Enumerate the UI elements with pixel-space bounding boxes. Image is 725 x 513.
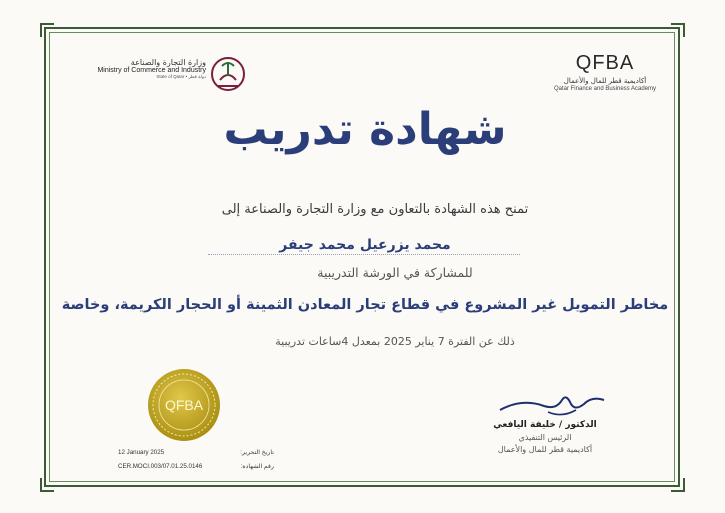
state-label: State of Qatar • دولة قطر bbox=[156, 74, 206, 79]
issue-info bbox=[118, 449, 274, 477]
ministry-arabic-name: وزارة التجارة والصناعة bbox=[130, 58, 206, 67]
recipient-name-row bbox=[205, 234, 525, 253]
issue-date-value: 12 January 2025 bbox=[118, 449, 165, 456]
qfba-logo bbox=[540, 52, 670, 92]
name-dotted-line bbox=[208, 254, 520, 255]
frame-corner bbox=[671, 23, 685, 37]
workshop-title: مخاطر التمويل غير المشروع في قطاع تجار المعادن الثمينة أو الحجار الكريمة، وخاصة bbox=[61, 297, 669, 313]
qfba-arabic-name: أكاديمية قطر للمال والأعمال bbox=[563, 77, 647, 85]
signature-icon bbox=[492, 388, 612, 422]
signatory-name: الدكتور / خليفة اليافعي bbox=[493, 420, 597, 430]
qfba-wordmark: QFBA bbox=[575, 52, 635, 74]
qfba-english-name: Qatar Finance and Business Academy bbox=[553, 86, 657, 92]
signatory-role: الرئيس التنفيذي bbox=[518, 433, 572, 442]
qfba-seal-icon bbox=[146, 367, 222, 443]
signatory-organization: أكاديمية قطر للمال والأعمال bbox=[497, 445, 593, 454]
frame-corner bbox=[40, 23, 54, 37]
grant-statement: تمنح هذه الشهادة بالتعاون مع وزارة التجارة والصناعة إلى bbox=[221, 202, 529, 217]
certificate-number-value: CER.MOCI.003/07.01.25.0146 bbox=[118, 463, 203, 470]
ministry-english-name: Ministry of Commerce and Industry bbox=[97, 67, 206, 74]
signatory-block bbox=[470, 420, 620, 454]
training-period: ذلك عن الفترة 7 يناير 2025 بمعدل 4ساعات تدريبية bbox=[275, 335, 515, 348]
frame-corner bbox=[671, 478, 685, 492]
certificate-title: شهادة تدريب bbox=[223, 104, 507, 155]
seal-label: QFBA bbox=[164, 397, 204, 413]
issue-date-label: تاريخ التحرير: bbox=[240, 449, 274, 456]
certificate-number-label: رقم الشهادة: bbox=[240, 463, 274, 470]
participation-statement: للمشاركة في الورشة التدريبية bbox=[317, 265, 473, 280]
recipient-name: محمد يزرعيل محمد جيفر bbox=[279, 237, 451, 253]
frame-corner bbox=[40, 478, 54, 492]
qatar-emblem-icon bbox=[210, 56, 246, 94]
ministry-logo bbox=[82, 56, 247, 96]
